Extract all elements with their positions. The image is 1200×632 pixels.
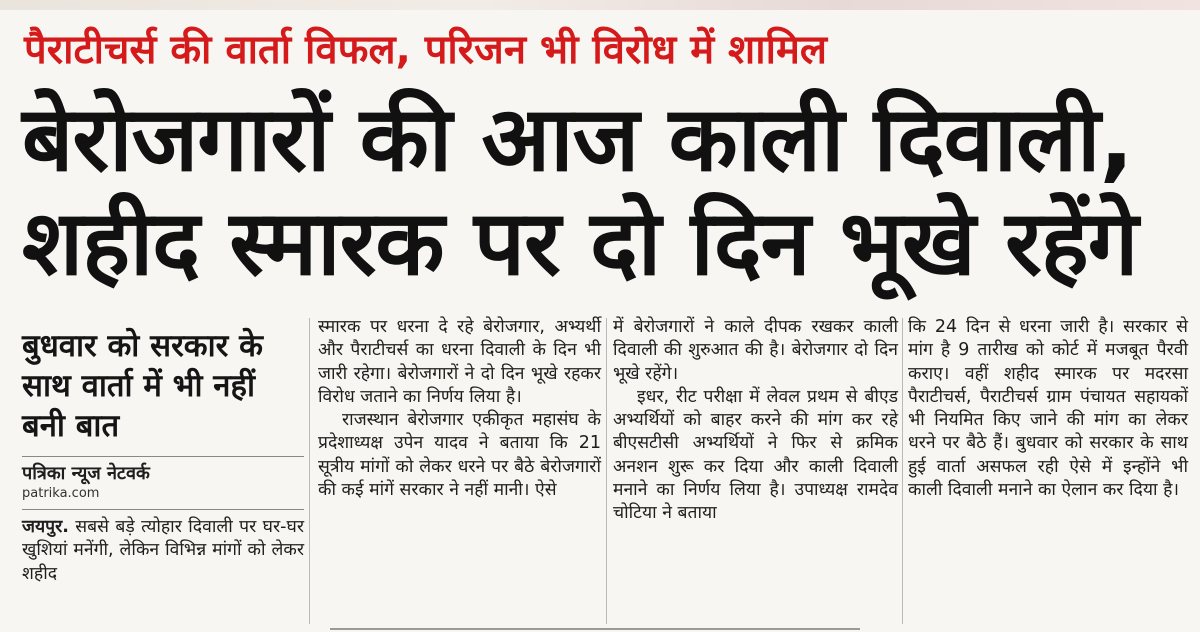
column-4 bbox=[908, 316, 1188, 502]
subhead-divider bbox=[22, 456, 304, 457]
site-credit: patrika.com bbox=[22, 486, 100, 501]
column-1-body: सबसे बड़े त्योहार दिवाली पर घर-घर खुशियां मनेंगी, लेकिन विभिन्न मांगों को लेकर शहीद bbox=[22, 517, 304, 584]
byline: पत्रिका न्यूज नेटवर्क bbox=[22, 463, 150, 484]
subheadline: बुधवार को सरकार के साथ वार्ता में भी नहीं बनी बात bbox=[22, 328, 263, 444]
top-page-strip bbox=[0, 0, 1200, 10]
column-2-para-2: राजस्थान बेरोजगार एकीकृत महासंघ के प्रदेशाध्यक्ष उपेन यादव ने बताया कि 21 सूत्रीय मांगों को लेकर धरने पर बैठे बेरोजगारों की कई मांगें सरकार ने नहीं मानी। ऐसे bbox=[318, 410, 601, 501]
dateline: जयपुर. bbox=[22, 517, 69, 537]
headline-line-1: बेरोजगारों की आज काली दिवाली, bbox=[22, 87, 1133, 192]
column-1-text bbox=[22, 516, 304, 586]
column-2-para-1: स्मारक पर धरना दे रहे बेरोजगार, अभ्यर्थी और पैराटीचर्स का धरना दिवाली के दिन भी जारी रहेगा। बेरोजगारों ने दो दिन भूखे रहकर विरोध जताने का निर्णय लिया है। bbox=[318, 317, 601, 407]
column-3-para-1: में बेरोजगारों ने काले दीपक रखकर काली दिवाली की शुरुआत की है। बेरोजगार दो दिन भूखे रहेंगे। bbox=[613, 317, 898, 384]
column-2 bbox=[318, 316, 601, 502]
column-3-para-2: इधर, रीट परीक्षा में लेवल प्रथम से बीएड अभ्यर्थियों को बाहर करने की मांग कर रहे बीएसटीसी अभ्यर्थियों ने फिर से क्रमिक अनशन शुरू कर दिया और काली दिवाली मनाने का निर्णय लिया है। उपाध्यक्ष रामदेव चोटिया ने बताया bbox=[613, 386, 898, 524]
headline-line-2: शहीद स्मारक पर दो दिन भूखे रहेंगे bbox=[22, 191, 1138, 296]
bottom-divider bbox=[330, 628, 860, 630]
kicker-headline: पैराटीचर्स की वार्ता विफल, परिजन भी विरोध में शामिल bbox=[24, 27, 828, 73]
column-3 bbox=[613, 316, 898, 526]
column-rule-3 bbox=[902, 318, 903, 624]
column-rule-2 bbox=[606, 318, 607, 624]
column-1 bbox=[22, 316, 304, 586]
byline-divider bbox=[22, 509, 304, 510]
column-rule-1 bbox=[309, 318, 310, 624]
column-4-para-1: कि 24 दिन से धरना जारी है। सरकार से मांग है 9 तारीख को कोर्ट में मजबूत पैरवी कराए। वहीं शहीद स्मारक पर मदरसा पैराटीचर्स, पैराटीचर्स ग्राम पंचायत सहायकों भी नियमित किए जाने की मांग का लेकर धरने पर बैठे हैं। बुधवार को सरकार के साथ हुई वार्ता असफल रही ऐसे में इन्होंने भी काली दिवाली मनाने का ऐलान कर दिया है। bbox=[908, 317, 1188, 501]
main-headline bbox=[22, 88, 1192, 296]
